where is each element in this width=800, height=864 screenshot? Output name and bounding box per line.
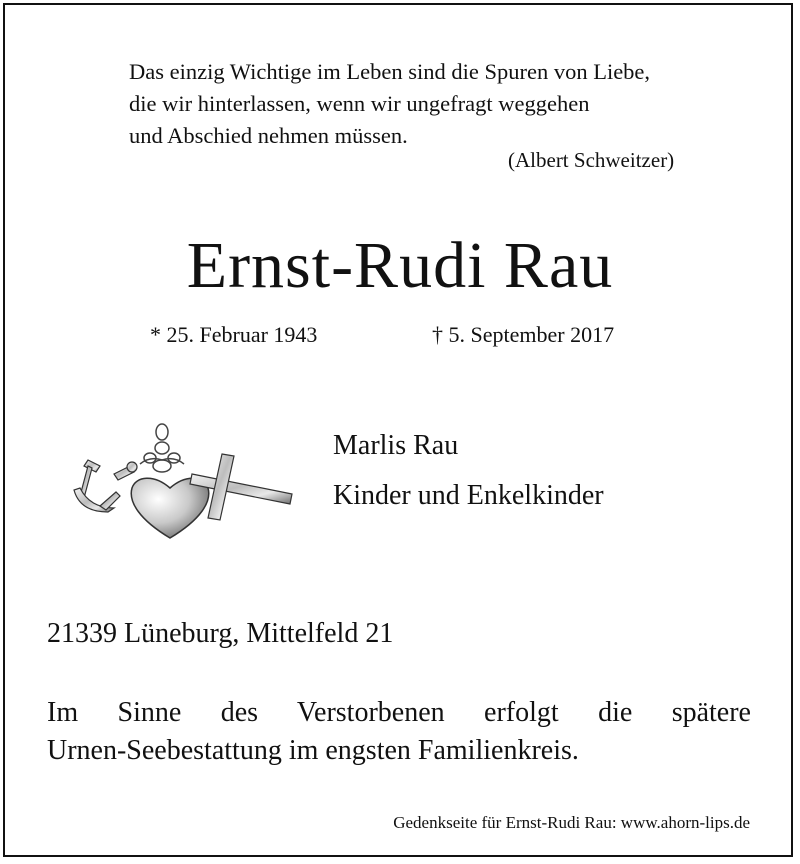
quote-line-2: die wir hinterlassen, wenn wir ungefragt weggehen: [129, 91, 590, 116]
anchor-heart-cross-icon: [70, 420, 295, 540]
birth-date: * 25. Februar 1943: [150, 322, 318, 347]
cross-icon: [190, 454, 292, 520]
funeral-notice: [47, 694, 751, 770]
epigraph-quote: [129, 56, 769, 152]
quote-author: (Albert Schweitzer): [508, 148, 675, 172]
quote-line-3: und Abschied nehmen müssen.: [129, 123, 408, 148]
memorial-page-note: Gedenkseite für Ernst-Rudi Rau: www.ahorn-lips.de: [393, 813, 750, 832]
notice-line-2: Urnen-Seebestattung im engsten Familienkreis.: [47, 735, 579, 766]
notice-line-1: Im Sinne des Verstorbenen erfolgt die spätere: [47, 697, 751, 728]
mourner-name: Marlis Rau: [333, 430, 459, 461]
death-date: † 5. September 2017: [432, 322, 615, 347]
heart-icon: [131, 478, 208, 538]
anchor-icon: [74, 460, 137, 512]
deceased-name: Ernst-Rudi Rau: [186, 229, 614, 302]
mourner-family: Kinder und Enkelkinder: [333, 480, 604, 511]
quote-line-1: Das einzig Wichtige im Leben sind die Spuren von Liebe,: [129, 59, 651, 84]
family-address: 21339 Lüneburg, Mittelfeld 21: [47, 618, 394, 649]
